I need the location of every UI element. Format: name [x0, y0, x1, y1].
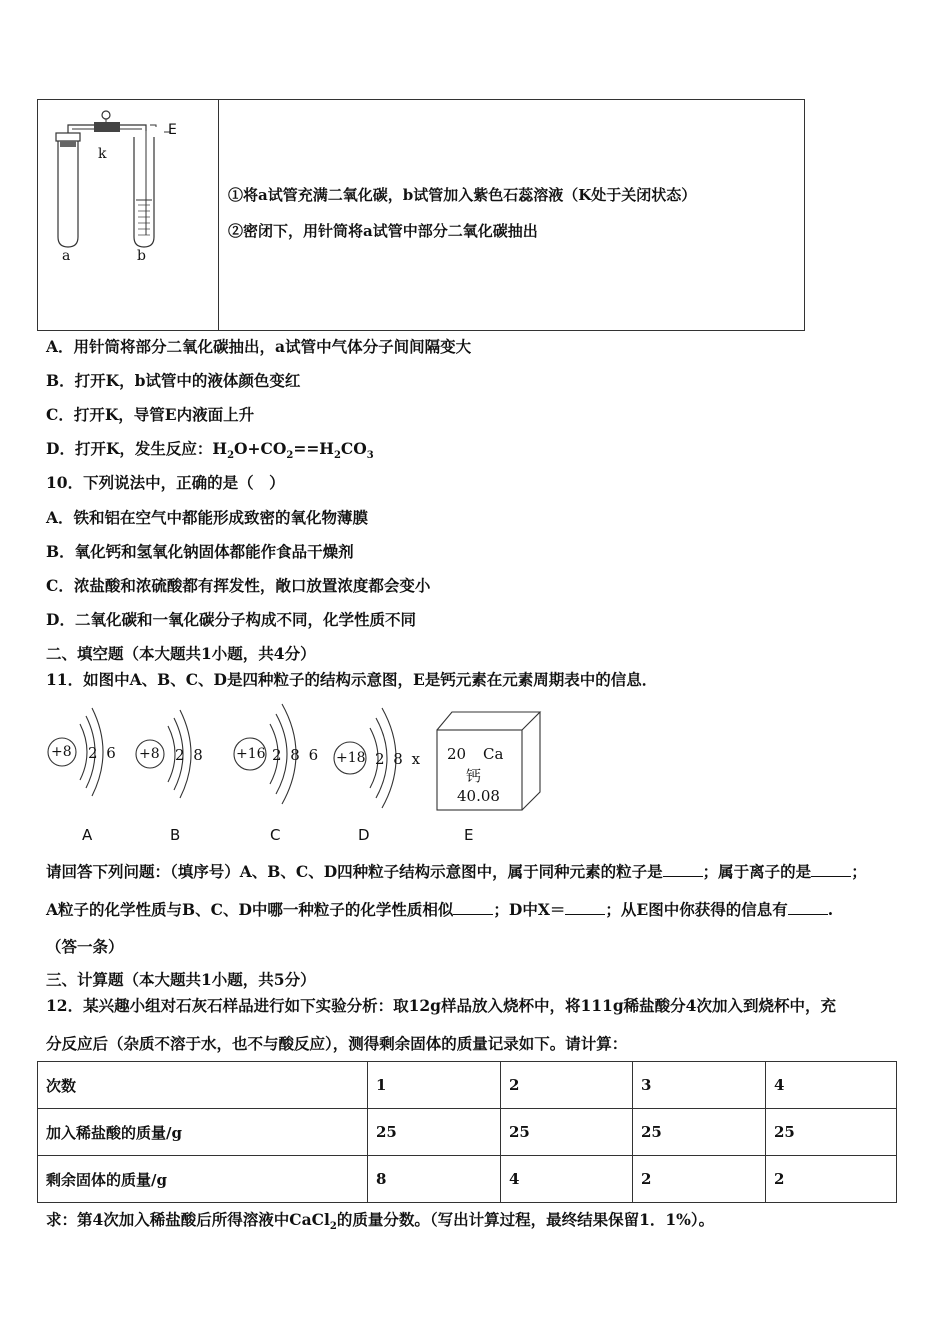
step-1: ①将a试管充满二氧化碳，b试管加入紫色石蕊溶液（K处于关闭状态）	[228, 186, 697, 204]
figure-label-c: C	[270, 826, 281, 844]
answer-blank-ion[interactable]	[811, 876, 851, 877]
answer-blank-similar[interactable]	[453, 914, 493, 915]
figure-label-e: E	[464, 826, 474, 844]
element-number: 20	[447, 745, 467, 763]
data-table	[37, 1061, 897, 1203]
test-tube-apparatus-figure	[46, 105, 211, 275]
element-name: 钙	[466, 767, 482, 785]
table-cell: 3	[633, 1062, 766, 1109]
particle-d-shells: 2 8 x	[375, 750, 423, 768]
label-a: a	[62, 248, 71, 264]
table-divider	[218, 100, 219, 330]
section-3-heading: 三、计算题（本大题共1小题，共5分）	[46, 970, 316, 989]
figure-label-b: B	[170, 826, 181, 844]
figure-label-d: D	[358, 826, 370, 844]
table-cell: 1	[368, 1062, 501, 1109]
table-cell: 25	[633, 1109, 766, 1156]
answer-blank-info[interactable]	[788, 914, 828, 915]
q10-option-b: B．氧化钙和氢氧化钠固体都能作食品干燥剂	[46, 542, 354, 561]
q9-option-b: B．打开K，b试管中的液体颜色变红	[46, 371, 301, 390]
label-k: k	[98, 146, 107, 162]
element-symbol: Ca	[483, 745, 504, 763]
particle-a-shells: 2 6	[88, 744, 118, 762]
experiment-table	[37, 99, 805, 331]
q10-option-c: C．浓盐酸和浓硫酸都有挥发性，敞口放置浓度都会变小	[46, 576, 431, 595]
table-row	[38, 1156, 897, 1203]
answer-blank-same-element[interactable]	[663, 876, 703, 877]
table-cell: 2	[766, 1156, 897, 1203]
label-E: E	[168, 122, 177, 138]
table-cell: 剩余固体的质量/g	[38, 1156, 368, 1203]
q9-option-c: C．打开K，导管E内液面上升	[46, 405, 255, 424]
q11-question-line-2: A粒子的化学性质与B、C、D中哪一种粒子的化学性质相似 ；D中X＝ ；从E图中你获得的信息有 .	[46, 900, 834, 919]
particle-c-shells: 2 8 6	[272, 746, 321, 764]
q12-line-1: 12．某兴趣小组对石灰石样品进行如下实验分析：取12g样品放入烧杯中，将111g稀盐酸分4次加入到烧杯中，充	[46, 996, 836, 1015]
q11-question-line-3: （答一条）	[46, 937, 124, 956]
q12-line-2: 分反应后（杂质不溶于水，也不与酸反应），测得剩余固体的质量记录如下。请计算：	[46, 1034, 628, 1053]
particle-b-shells: 2 8	[175, 746, 205, 764]
table-header-row	[38, 1062, 897, 1109]
table-cell: 25	[766, 1109, 897, 1156]
table-cell: 25	[501, 1109, 633, 1156]
particle-d-nucleus: +18	[336, 750, 366, 766]
table-cell: 次数	[38, 1062, 368, 1109]
figure-label-a: A	[82, 826, 93, 844]
q11-question-line-1: 请回答下列问题：（填序号）A、B、C、D四种粒子结构示意图中，属于同种元素的粒子是 ；属于离子的是 ；	[46, 862, 867, 881]
particle-a-nucleus: +8	[51, 744, 72, 760]
q9-option-d: D．打开K，发生反应：$H_2O+CO_2==H_2CO_3$	[46, 439, 374, 462]
table-cell: 25	[368, 1109, 501, 1156]
q10-option-a: A．铁和铝在空气中都能形成致密的氧化物薄膜	[46, 508, 369, 527]
particle-c-nucleus: +16	[236, 746, 266, 762]
table-cell: 8	[368, 1156, 501, 1203]
final-question: 求：第4次加入稀盐酸后所得溶液中CaCl$_2$的质量分数。（写出计算过程，最终结果保留1．1%）。	[46, 1210, 715, 1233]
table-cell: 加入稀盐酸的质量/g	[38, 1109, 368, 1156]
table-cell: 2	[633, 1156, 766, 1203]
table-row	[38, 1109, 897, 1156]
table-cell: 4	[501, 1156, 633, 1203]
section-2-heading: 二、填空题（本大题共1小题，共4分）	[46, 644, 316, 663]
label-b: b	[137, 248, 146, 264]
particle-b-nucleus: +8	[139, 746, 160, 762]
answer-blank-x[interactable]	[565, 914, 605, 915]
q11-stem: 11．如图中A、B、C、D是四种粒子的结构示意图，E是钙元素在元素周期表中的信息．	[46, 670, 658, 689]
q10-option-d: D．二氧化碳和一氧化碳分子构成不同，化学性质不同	[46, 610, 416, 629]
q9-option-a: A．用针筒将部分二氧化碳抽出，a试管中气体分子间间隔变大	[46, 337, 472, 356]
table-cell: 4	[766, 1062, 897, 1109]
step-2: ②密闭下，用针筒将a试管中部分二氧化碳抽出	[228, 222, 538, 240]
q10-stem: 10．下列说法中，正确的是（ ）	[46, 473, 285, 492]
table-cell: 2	[501, 1062, 633, 1109]
element-mass: 40.08	[457, 787, 500, 805]
